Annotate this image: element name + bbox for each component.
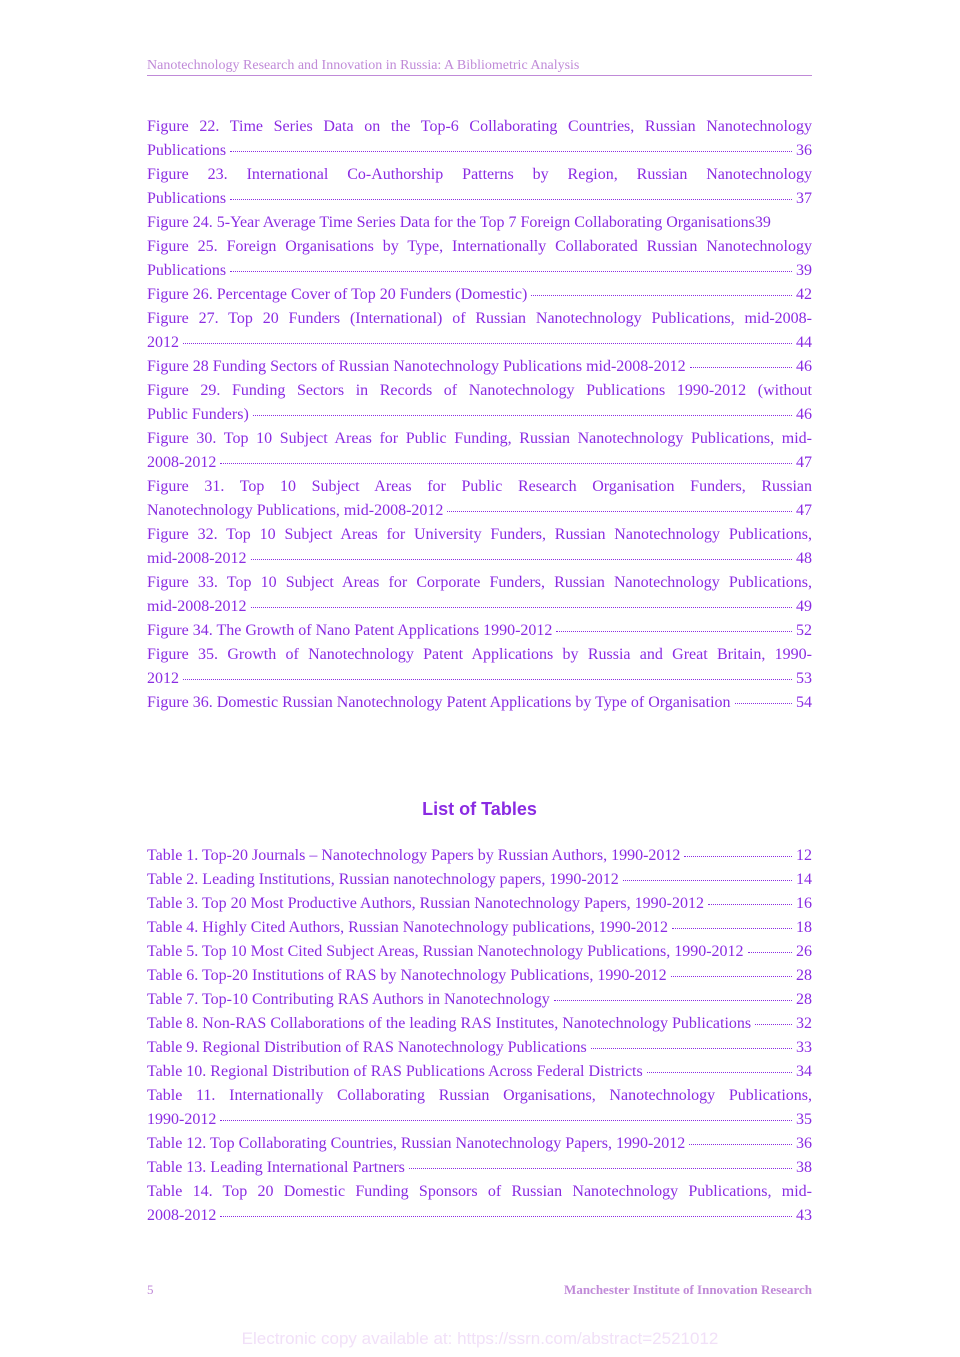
figure-page-number: 37 [796, 190, 812, 207]
table-entry-link[interactable] [147, 1060, 812, 1084]
dot-leader [554, 1000, 792, 1001]
table-entry-link[interactable] [147, 1132, 812, 1156]
table-entry-link[interactable] [147, 868, 812, 892]
table-entry-text: Table 11. Internationally Collaborating Russian Organisations, Nanotechnology Publications, [147, 1087, 812, 1104]
figure-entry-link[interactable] [147, 475, 812, 523]
table-page-number: 14 [796, 871, 812, 888]
figure-entry-link[interactable] [147, 691, 812, 715]
dot-leader [230, 199, 792, 200]
table-entry-text: 2008-2012 [147, 1207, 217, 1224]
table-page-number: 34 [796, 1063, 812, 1080]
figure-entry-text: Figure 35. Growth of Nanotechnology Patent Applications by Russia and Great Britain, 1990- [147, 646, 812, 663]
figure-entry-link[interactable] [147, 307, 812, 355]
figure-entry-link[interactable] [147, 619, 812, 643]
figure-entry-link[interactable] [147, 283, 812, 307]
table-entry-text: Table 6. Top-20 Institutions of RAS by Nanotechnology Publications, 1990-2012 [147, 967, 667, 984]
figure-page-number: 52 [796, 622, 812, 639]
running-header: Nanotechnology Research and Innovation in Russia: A Bibliometric Analysis [147, 58, 812, 76]
ssrn-watermark: Electronic copy available at: https://ssrn.com/abstract=2521012 [241, 1329, 719, 1348]
figure-entry-link[interactable] [147, 211, 812, 235]
figure-entry-text: Figure 24. 5-Year Average Time Series Data for the Top 7 Foreign Collaborating Organisations [147, 214, 755, 231]
figure-page-number: 36 [796, 142, 812, 159]
table-page-number: 12 [796, 847, 812, 864]
table-page-number: 43 [796, 1207, 812, 1224]
table-entry-link[interactable] [147, 940, 812, 964]
figure-entry-text: Figure 31. Top 10 Subject Areas for Public Research Organisation Funders, Russian [147, 478, 812, 495]
figure-entry-link[interactable] [147, 163, 812, 211]
dot-leader [409, 1168, 792, 1169]
table-entry-text: Table 13. Leading International Partners [147, 1159, 405, 1176]
table-page-number: 16 [796, 895, 812, 912]
table-page-number: 32 [796, 1015, 812, 1032]
figure-entry-text: Figure 36. Domestic Russian Nanotechnology Patent Applications by Type of Organisation [147, 694, 731, 711]
figure-page-number: 54 [796, 694, 812, 711]
figure-entry-text: 2008-2012 [147, 454, 217, 471]
dot-leader [230, 271, 792, 272]
table-entry-text: Table 10. Regional Distribution of RAS Publications Across Federal Districts [147, 1063, 643, 1080]
dot-leader [755, 1024, 792, 1025]
table-entry-link[interactable] [147, 1156, 812, 1180]
table-entry-link[interactable] [147, 1180, 812, 1228]
dot-leader [690, 367, 792, 368]
dot-leader [183, 343, 792, 344]
table-entry-link[interactable] [147, 964, 812, 988]
table-entry-link[interactable] [147, 916, 812, 940]
figure-page-number: 39 [754, 214, 771, 231]
figure-page-number: 39 [796, 262, 812, 279]
dot-leader [684, 856, 792, 857]
dot-leader [748, 952, 792, 953]
figure-entry-text: Figure 29. Funding Sectors in Records of Nanotechnology Publications 1990-2012 (without [147, 382, 812, 399]
dot-leader [230, 151, 792, 152]
table-page-number: 26 [796, 943, 812, 960]
table-entry-link[interactable] [147, 1084, 812, 1132]
figure-entry-link[interactable] [147, 355, 812, 379]
dot-leader [556, 631, 792, 632]
dot-leader [251, 607, 792, 608]
table-page-number: 33 [796, 1039, 812, 1056]
table-entry-text: Table 2. Leading Institutions, Russian nanotechnology papers, 1990-2012 [147, 871, 619, 888]
figure-entry-link[interactable] [147, 379, 812, 427]
dot-leader [623, 880, 792, 881]
footer-page-number: 5 [147, 1282, 154, 1297]
figure-entry-link[interactable] [147, 643, 812, 691]
figure-entry-link[interactable] [147, 427, 812, 475]
dot-leader [251, 559, 792, 560]
figure-page-number: 47 [796, 502, 812, 519]
dot-leader [220, 463, 792, 464]
dot-leader [220, 1120, 792, 1121]
dot-leader [689, 1144, 792, 1145]
figure-entry-link[interactable] [147, 571, 812, 619]
figure-page-number: 44 [796, 334, 812, 351]
figure-entry-text: Figure 34. The Growth of Nano Patent Applications 1990-2012 [147, 622, 553, 639]
figure-entry-text: Publications [147, 262, 227, 279]
table-entry-link[interactable] [147, 1036, 812, 1060]
table-entry-text: Table 8. Non-RAS Collaborations of the leading RAS Institutes, Nanotechnology Publications [147, 1015, 752, 1032]
table-entry-text: Table 12. Top Collaborating Countries, Russian Nanotechnology Papers, 1990-2012 [147, 1135, 686, 1152]
figure-entry-text: 2012 [147, 334, 179, 351]
dot-leader [671, 976, 792, 977]
figure-entry-text: Figure 26. Percentage Cover of Top 20 Funders (Domestic) [147, 286, 528, 303]
dot-leader [253, 415, 792, 416]
list-of-tables [147, 844, 812, 1228]
table-entry-text: Table 9. Regional Distribution of RAS Nanotechnology Publications [147, 1039, 587, 1056]
figure-page-number: 47 [796, 454, 812, 471]
table-page-number: 18 [796, 919, 812, 936]
figure-page-number: 53 [796, 670, 812, 687]
figure-page-number: 46 [796, 406, 812, 423]
figure-entry-text: mid-2008-2012 [147, 598, 247, 615]
figure-entry-text: mid-2008-2012 [147, 550, 247, 567]
top-watermark-band [0, 0, 960, 30]
table-entry-text: Table 4. Highly Cited Authors, Russian Nanotechnology publications, 1990-2012 [147, 919, 669, 936]
table-entry-text: Table 3. Top 20 Most Productive Authors, Russian Nanotechnology Papers, 1990-2012 [147, 895, 704, 912]
table-entry-link[interactable] [147, 988, 812, 1012]
figure-entry-text: Nanotechnology Publications, mid-2008-2012 [147, 502, 444, 519]
dot-leader [708, 904, 792, 905]
figure-page-number: 48 [796, 550, 812, 567]
dot-leader [647, 1072, 792, 1073]
table-entry-link[interactable] [147, 892, 812, 916]
table-entry-text: Table 5. Top 10 Most Cited Subject Areas, Russian Nanotechnology Publications, 1990-2012 [147, 943, 744, 960]
table-page-number: 28 [796, 991, 812, 1008]
table-entry-text: Table 7. Top-10 Contributing RAS Authors in Nanotechnology [147, 991, 550, 1008]
figure-entry-text: Figure 28 Funding Sectors of Russian Nanotechnology Publications mid-2008-2012 [147, 358, 686, 375]
table-page-number: 28 [796, 967, 812, 984]
dot-leader [447, 511, 792, 512]
figure-page-number: 42 [796, 286, 812, 303]
figure-entry-text: Figure 23. International Co-Authorship Patterns by Region, Russian Nanotechnology [147, 166, 812, 183]
table-entry-link[interactable] [147, 844, 812, 868]
list-of-figures [147, 115, 812, 715]
table-entry-text: Table 14. Top 20 Domestic Funding Sponsors of Russian Nanotechnology Publications, mid- [147, 1183, 812, 1200]
list-of-tables-heading: List of Tables [422, 799, 537, 819]
figure-entry-link[interactable] [147, 235, 812, 283]
table-entry-link[interactable] [147, 1012, 812, 1036]
table-page-number: 36 [796, 1135, 812, 1152]
dot-leader [183, 679, 792, 680]
table-entry-text: 1990-2012 [147, 1111, 217, 1128]
figure-entry-text: 2012 [147, 670, 179, 687]
table-entry-text: Table 1. Top-20 Journals – Nanotechnology Papers by Russian Authors, 1990-2012 [147, 847, 681, 864]
table-page-number: 38 [796, 1159, 812, 1176]
dot-leader [735, 703, 792, 704]
figure-page-number: 46 [796, 358, 812, 375]
figure-entry-text: Figure 33. Top 10 Subject Areas for Corporate Funders, Russian Nanotechnology Publications, [147, 574, 812, 591]
figure-entry-text: Figure 25. Foreign Organisations by Type, Internationally Collaborated Russian Nanotechnology [147, 238, 812, 255]
dot-leader [672, 928, 792, 929]
figure-entry-link[interactable] [147, 523, 812, 571]
dot-leader [220, 1216, 792, 1217]
dot-leader [591, 1048, 792, 1049]
table-page-number: 35 [796, 1111, 812, 1128]
figure-entry-text: Figure 32. Top 10 Subject Areas for University Funders, Russian Nanotechnology Publications, [147, 526, 812, 543]
dot-leader [531, 295, 792, 296]
figure-entry-text: Public Funders) [147, 406, 249, 423]
figure-entry-text: Publications [147, 190, 227, 207]
figure-entry-link[interactable] [147, 115, 812, 163]
figure-entry-text: Figure 27. Top 20 Funders (International) of Russian Nanotechnology Publications, mid-2008- [147, 310, 812, 327]
figure-entry-text: Figure 30. Top 10 Subject Areas for Public Funding, Russian Nanotechnology Publications, mid- [147, 430, 812, 447]
figure-entry-text: Figure 22. Time Series Data on the Top-6 Collaborating Countries, Russian Nanotechnology [147, 118, 812, 135]
figure-page-number: 49 [796, 598, 812, 615]
footer-institution: Manchester Institute of Innovation Research [564, 1282, 812, 1297]
figure-entry-text: Publications [147, 142, 227, 159]
